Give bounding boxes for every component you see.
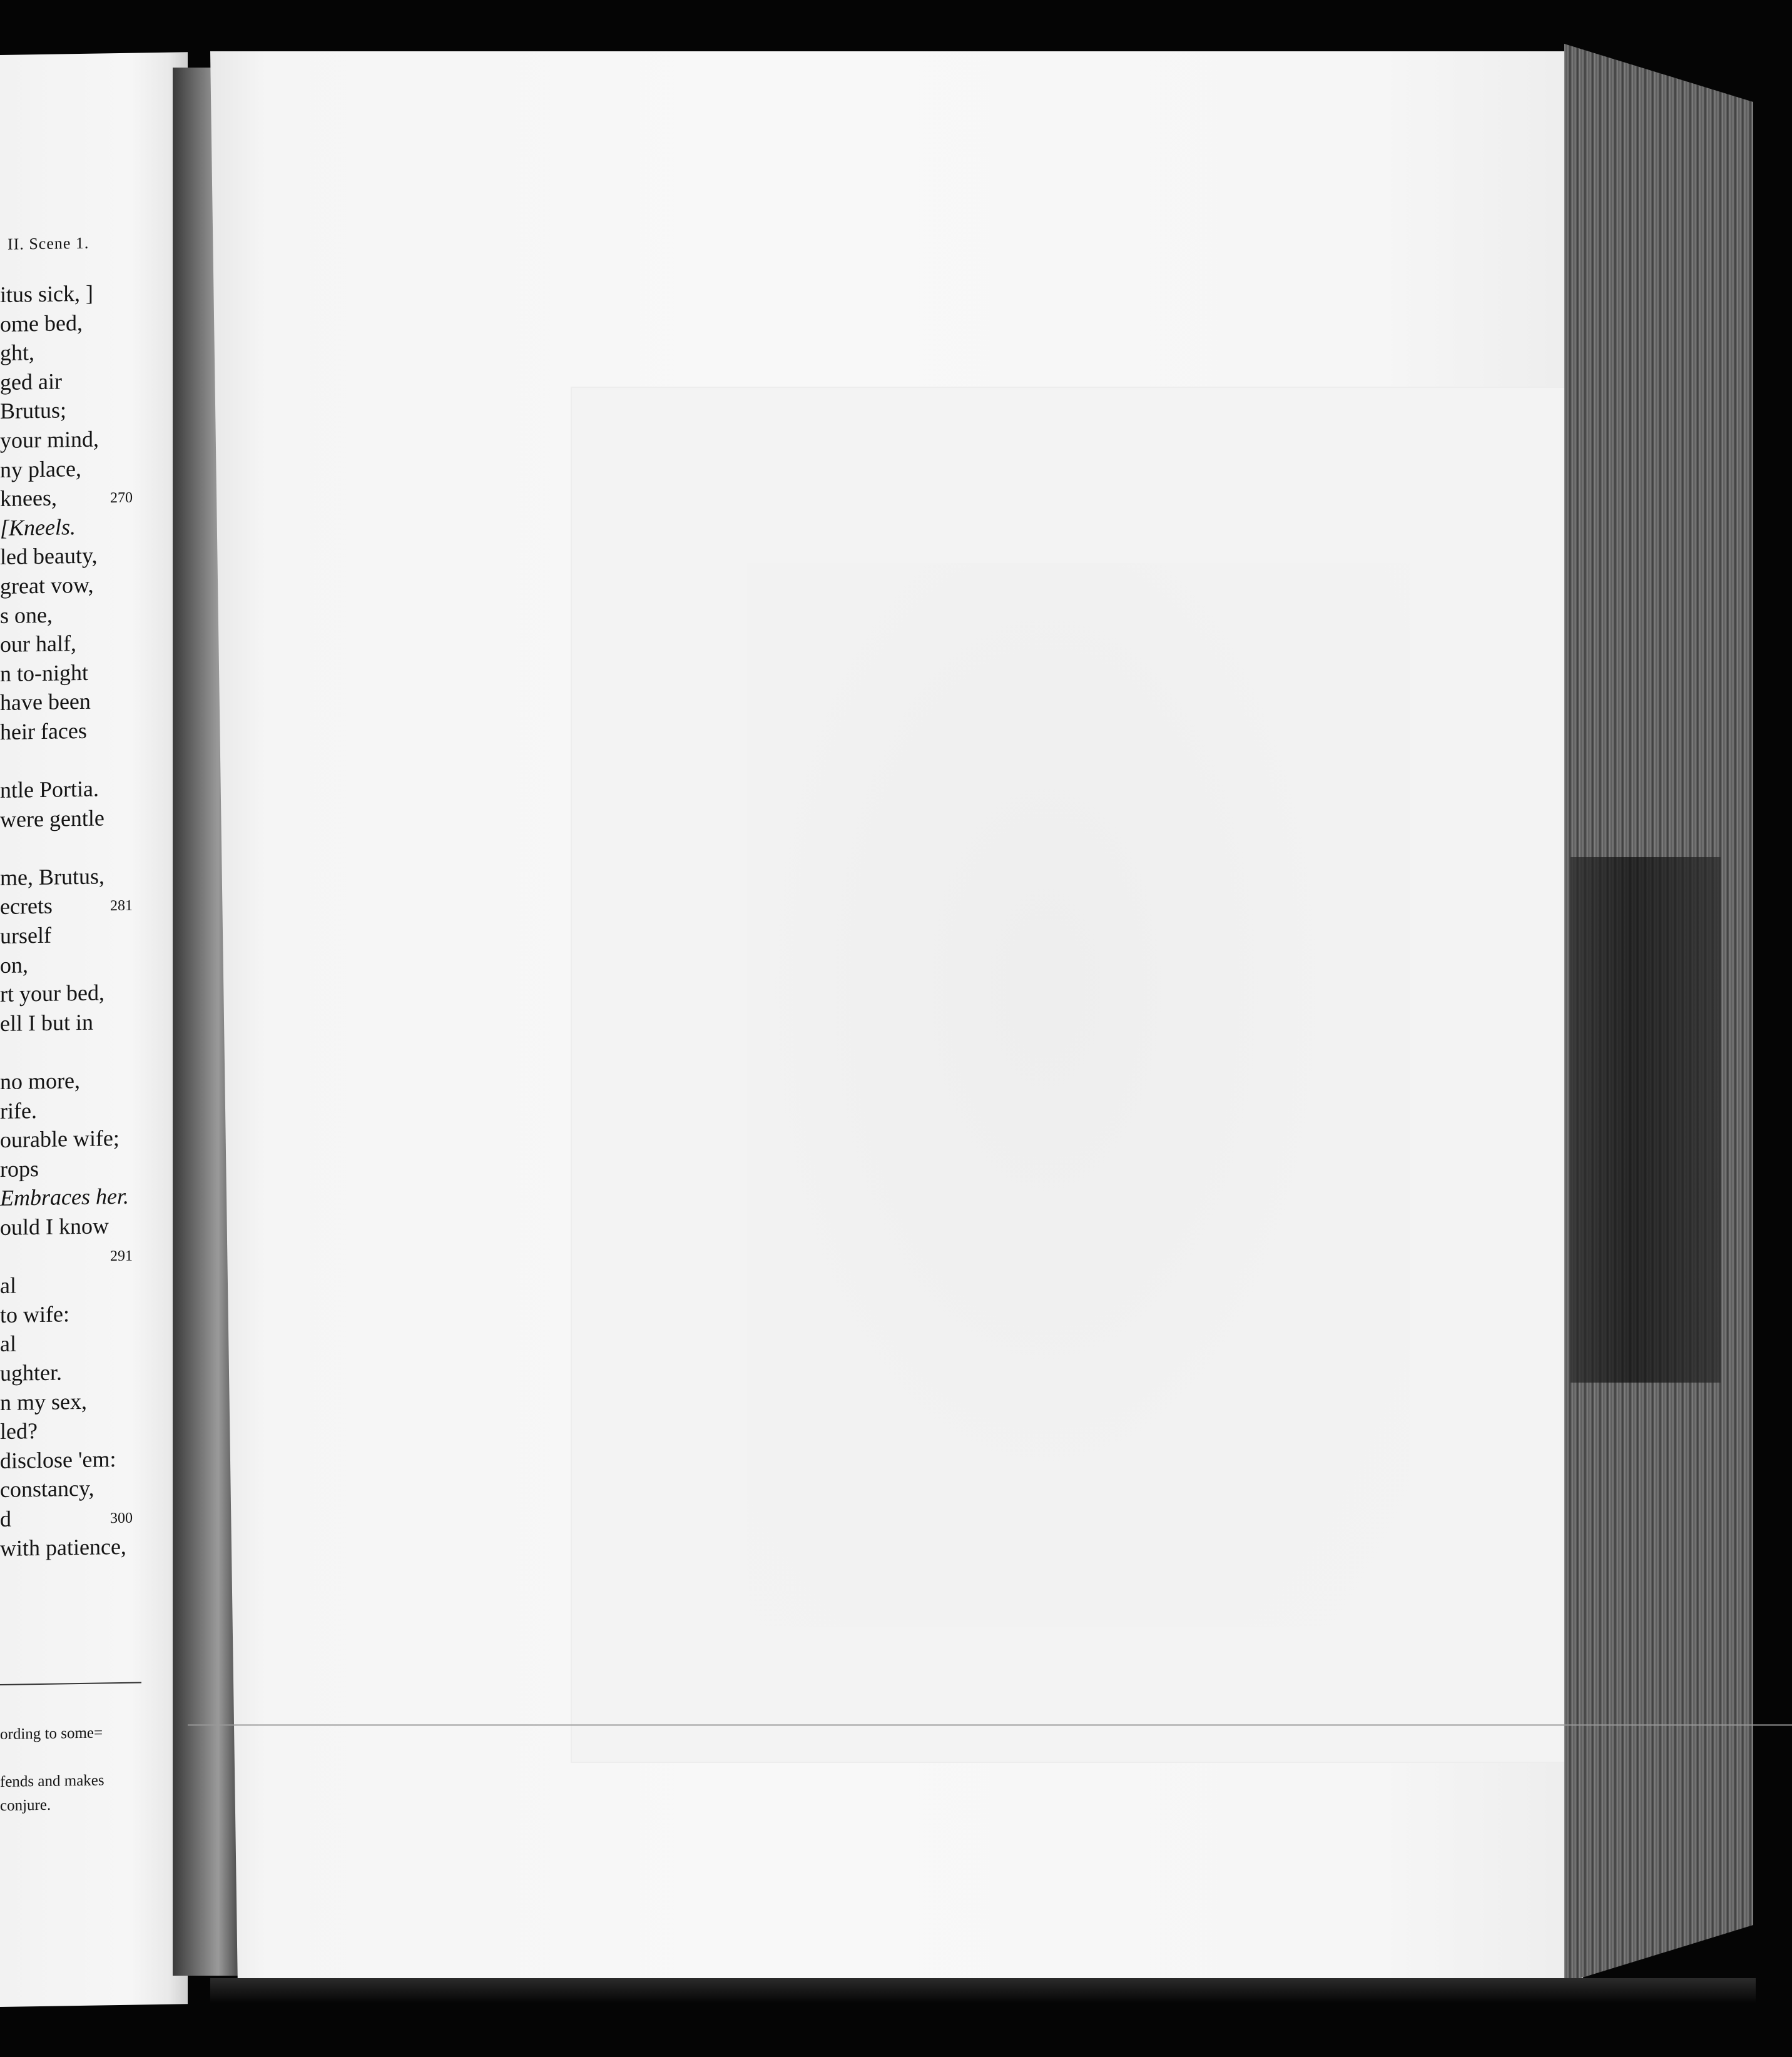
verse-text: ged air [0, 368, 62, 395]
line-number: 300 [110, 1510, 133, 1527]
verse-line [0, 918, 188, 950]
verse-text: me, Brutus, [0, 863, 104, 890]
verse-text: were gentle [0, 805, 104, 832]
verse-text: no more, [0, 1068, 80, 1095]
verse-line [0, 365, 188, 397]
verse-text: al [0, 1331, 16, 1357]
verse-text: Brutus; [0, 397, 67, 424]
verse-text: have been [0, 689, 91, 716]
verse-line [0, 948, 188, 980]
verse-line [0, 394, 188, 426]
verse-line [0, 977, 188, 1009]
verse-text: ourable wife; [0, 1125, 120, 1153]
verse-text: ell I but in [0, 1009, 93, 1036]
verse-text: Embraces her. [0, 1184, 129, 1211]
verse-line [0, 1501, 188, 1533]
verse-text: ntle Portia. [0, 776, 99, 803]
verse-line [0, 1414, 188, 1446]
verse-text: n my sex, [0, 1388, 87, 1415]
verse-line [0, 510, 188, 542]
verse-line [0, 1473, 188, 1505]
verse-line [0, 569, 188, 601]
verse-text: rt your bed, [0, 980, 104, 1007]
verse-line [0, 627, 188, 659]
verse-line [0, 452, 188, 484]
verse-lines [0, 277, 188, 1563]
verse-line [0, 1181, 188, 1213]
verse-text: ome bed, [0, 310, 83, 337]
verse-line [0, 540, 188, 572]
verse-text: urself [0, 922, 51, 949]
verse-line [0, 714, 188, 746]
verse-line [0, 1443, 188, 1475]
verse-text: with patience, [0, 1533, 126, 1561]
verse-line [0, 335, 188, 367]
footnote-rule [0, 1682, 141, 1685]
verse-text: to wife: [0, 1301, 69, 1328]
verse-line [0, 1239, 188, 1271]
scan-artifact-line [188, 1724, 1792, 1726]
footnote-line: fends and makes [0, 1772, 104, 1790]
verse-text: ecrets [0, 893, 53, 920]
verse-line [0, 1035, 188, 1067]
verse-text: led beauty, [0, 542, 98, 570]
verse-line [0, 277, 188, 309]
verse-text: our half, [0, 631, 76, 658]
verse-text: n to-night [0, 659, 88, 686]
verse-line [0, 1268, 188, 1300]
footnotes [0, 1720, 188, 1818]
verse-line [0, 1210, 188, 1242]
left-page [0, 52, 188, 2007]
footnote-line: ording to some= [0, 1724, 103, 1743]
verse-text: ght, [0, 340, 35, 366]
verse-text: itus sick, ] [0, 280, 93, 307]
verse-text: great vow, [0, 572, 94, 599]
verse-text: ould I know [0, 1213, 109, 1240]
verse-text: ughter. [0, 1359, 62, 1386]
verse-text: disclose 'em: [0, 1446, 116, 1473]
line-number: 281 [110, 898, 133, 915]
verse-line [0, 598, 188, 630]
footnote-line: conjure. [0, 1796, 51, 1814]
right-page [210, 51, 1583, 1983]
faded-illustration [747, 563, 1410, 1627]
fore-edge-marking [1571, 857, 1721, 1383]
verse-line [0, 802, 188, 834]
verse-text: your mind, [0, 426, 99, 453]
verse-line [0, 1298, 188, 1329]
verse-line [0, 1385, 188, 1417]
verse-line [0, 1531, 188, 1563]
running-header: II. Scene 1. [8, 233, 89, 253]
footnote-line [0, 1744, 188, 1770]
verse-line [0, 1356, 188, 1388]
verse-text: heir faces [0, 718, 87, 744]
line-number: 291 [110, 1247, 133, 1264]
verse-line [0, 1123, 188, 1155]
verse-line [0, 860, 188, 892]
verse-text: constancy, [0, 1475, 94, 1503]
verse-text: knees, [0, 485, 57, 512]
verse-text: al [0, 1272, 16, 1299]
verse-line [0, 831, 188, 863]
verse-text: ny place, [0, 455, 81, 482]
verse-line [0, 1327, 188, 1359]
verse-text: [Kneels. [0, 514, 76, 541]
verse-text: rife. [0, 1097, 37, 1124]
verse-line [0, 423, 188, 455]
verse-text: on, [0, 952, 28, 978]
verse-line [0, 481, 188, 513]
verse-line [0, 1006, 188, 1038]
verse-line [0, 744, 188, 776]
book-bottom-shadow [210, 1978, 1756, 2003]
verse-text: led? [0, 1418, 38, 1445]
verse-text: s one, [0, 602, 53, 628]
illustration-plate [571, 387, 1565, 1763]
verse-line [0, 1064, 188, 1096]
verse-line [0, 773, 188, 805]
line-number: 270 [110, 489, 133, 507]
verse-line [0, 307, 188, 338]
verse-line [0, 890, 188, 922]
verse-line [0, 1094, 188, 1125]
verse-line [0, 656, 188, 688]
verse-text: rops [0, 1155, 39, 1182]
verse-text: d [0, 1506, 11, 1531]
verse-line [0, 1152, 188, 1184]
verse-line [0, 686, 188, 718]
